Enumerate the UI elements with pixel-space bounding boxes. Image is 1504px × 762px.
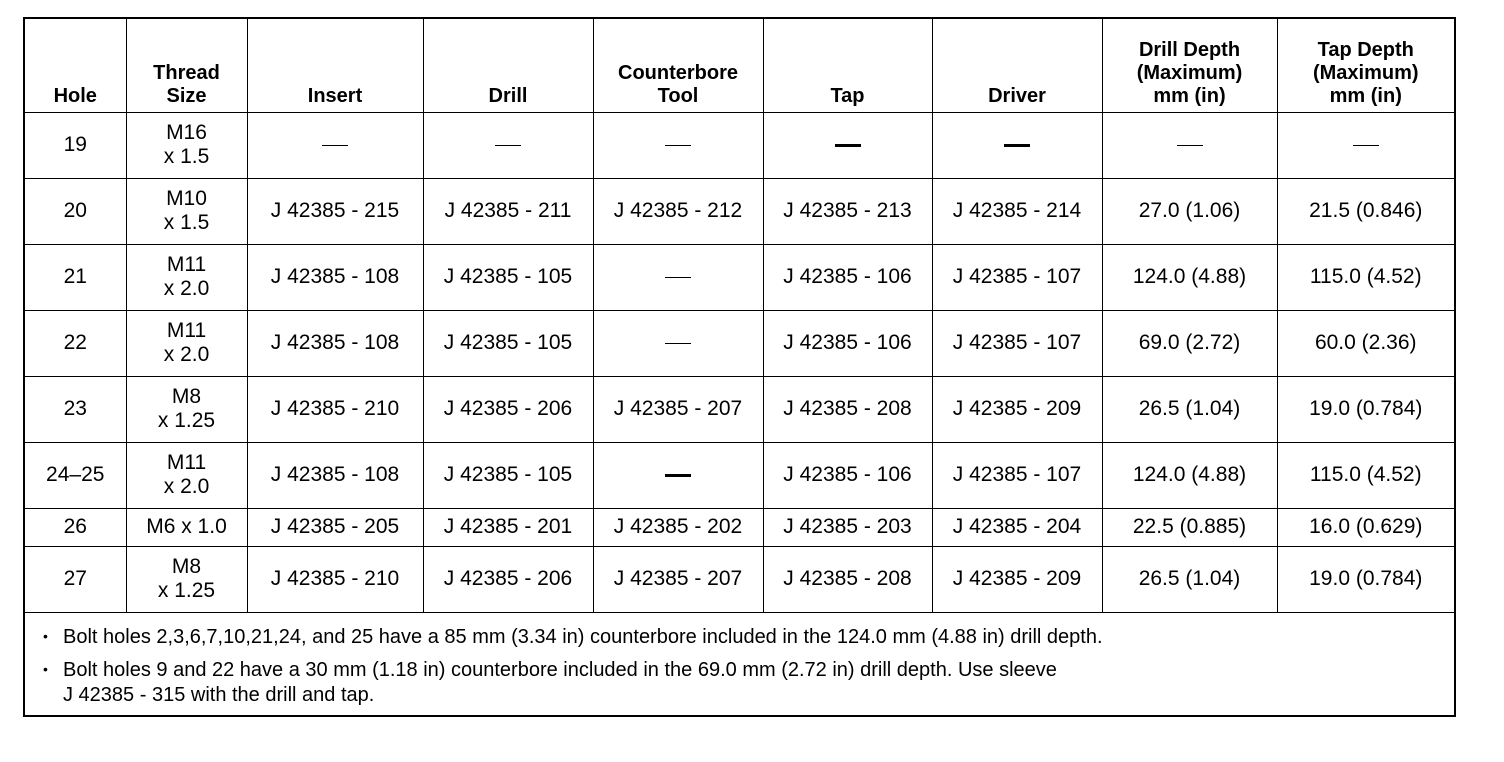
cell-text: J 42385 - 106 — [783, 264, 912, 288]
cell-driver — [932, 310, 1102, 376]
table-row — [25, 310, 1454, 376]
cell-text: J 42385 - 105 — [443, 264, 573, 288]
cell-text: x 2.0 — [163, 475, 210, 498]
cell-text: 124.0 (4.88) — [1132, 462, 1247, 486]
note-item — [39, 658, 1440, 708]
cell-counterbore — [593, 442, 763, 508]
cell-text: J 42385 - 208 — [783, 396, 912, 420]
cell-tap-depth — [1277, 178, 1454, 244]
cell-insert — [247, 508, 423, 546]
cell-drill-depth — [1102, 508, 1277, 546]
header-row — [25, 19, 1454, 112]
cell-text: J 42385 - 108 — [270, 330, 400, 354]
cell-text: J 42385 - 208 — [783, 566, 912, 590]
cell-text: J 42385 - 206 — [443, 396, 573, 420]
cell-tap — [763, 546, 932, 612]
column-header-label: Insert — [307, 84, 363, 107]
em-dash — [665, 474, 691, 477]
cell-tap-depth — [1277, 112, 1454, 178]
cell-tap-depth — [1277, 442, 1454, 508]
cell-text: J 42385 - 206 — [443, 566, 573, 590]
cell-text: J 42385 - 214 — [952, 198, 1082, 222]
cell-counterbore — [593, 508, 763, 546]
cell-text: J 42385 - 108 — [270, 462, 400, 486]
cell-tap-depth — [1277, 508, 1454, 546]
cell-text: J 42385 - 107 — [952, 462, 1082, 486]
cell-text: M8 — [171, 384, 202, 408]
cell-text: 124.0 (4.88) — [1132, 264, 1247, 288]
cell-thread — [126, 442, 247, 508]
cell-thread — [126, 376, 247, 442]
table-body — [25, 112, 1454, 612]
cell-driver — [932, 376, 1102, 442]
column-header-label: Drill Depth — [1138, 38, 1241, 61]
cell-thread — [126, 244, 247, 310]
cell-text: J 42385 - 204 — [952, 514, 1082, 538]
cell-tap — [763, 508, 932, 546]
cell-text: x 2.0 — [163, 343, 210, 366]
cell-insert — [247, 442, 423, 508]
column-header-counterbore — [593, 19, 763, 112]
cell-tap-depth — [1277, 310, 1454, 376]
column-header-label: mm (in) — [1153, 84, 1226, 107]
cell-insert — [247, 244, 423, 310]
cell-thread — [126, 310, 247, 376]
cell-text: M11 — [166, 252, 207, 276]
cell-text: J 42385 - 205 — [270, 514, 400, 538]
cell-text: J 42385 - 106 — [783, 462, 912, 486]
cell-tap — [763, 442, 932, 508]
cell-text: J 42385 - 212 — [613, 198, 743, 222]
cell-hole — [25, 310, 126, 376]
column-header-label: mm (in) — [1329, 84, 1402, 107]
em-dash — [835, 144, 861, 147]
cell-insert — [247, 112, 423, 178]
column-header-label: Thread — [153, 61, 220, 84]
cell-text: 27 — [63, 566, 87, 590]
cell-hole — [25, 442, 126, 508]
cell-text: 26 — [63, 514, 87, 538]
table-row — [25, 244, 1454, 310]
em-dash — [665, 343, 691, 344]
cell-text: 22.5 (0.885) — [1132, 514, 1247, 538]
cell-counterbore — [593, 310, 763, 376]
em-dash — [495, 145, 521, 146]
cell-tap — [763, 310, 932, 376]
cell-text: J 42385 - 209 — [952, 566, 1082, 590]
column-header-thread — [126, 19, 247, 112]
cell-drill-depth — [1102, 178, 1277, 244]
cell-text: x 1.5 — [163, 211, 210, 234]
cell-insert — [247, 310, 423, 376]
cell-text: 21.5 (0.846) — [1309, 198, 1423, 222]
em-dash — [322, 145, 348, 146]
cell-tap — [763, 112, 932, 178]
column-header-label: Driver — [988, 84, 1046, 107]
cell-text: 19.0 (0.784) — [1309, 566, 1423, 590]
cell-text: J 42385 - 106 — [783, 330, 912, 354]
cell-driver — [932, 508, 1102, 546]
cell-text: M8 — [171, 554, 202, 578]
column-header-label: Tap — [830, 84, 865, 107]
column-header-label: Hole — [53, 84, 97, 107]
cell-text: J 42385 - 215 — [270, 198, 400, 222]
cell-text: J 42385 - 105 — [443, 462, 573, 486]
em-dash — [1177, 145, 1203, 146]
table-row — [25, 508, 1454, 546]
note-item — [39, 625, 1440, 650]
cell-tap-depth — [1277, 376, 1454, 442]
cell-text: M11 — [166, 450, 207, 474]
em-dash — [1004, 144, 1030, 147]
cell-insert — [247, 178, 423, 244]
cell-text: 19.0 (0.784) — [1309, 396, 1423, 420]
cell-thread — [126, 508, 247, 546]
cell-text: 27.0 (1.06) — [1138, 198, 1241, 222]
cell-counterbore — [593, 376, 763, 442]
cell-counterbore — [593, 546, 763, 612]
cell-drill-depth — [1102, 546, 1277, 612]
column-header-label: Size — [166, 84, 207, 107]
column-header-tap-depth — [1277, 19, 1454, 112]
cell-text: 21 — [63, 264, 87, 288]
cell-drill-depth — [1102, 244, 1277, 310]
cell-text: J 42385 - 210 — [270, 396, 400, 420]
cell-text: J 42385 - 210 — [270, 566, 400, 590]
cell-text: x 1.25 — [157, 579, 216, 602]
cell-text: x 1.25 — [157, 409, 216, 432]
tool-table-container — [23, 17, 1456, 717]
cell-text: 60.0 (2.36) — [1314, 330, 1417, 354]
cell-text: 23 — [63, 396, 87, 420]
cell-drill-depth — [1102, 442, 1277, 508]
cell-text: 22 — [63, 330, 87, 354]
cell-thread — [126, 112, 247, 178]
table-row — [25, 376, 1454, 442]
tool-table — [25, 19, 1454, 613]
cell-tap-depth — [1277, 546, 1454, 612]
column-header-drill — [423, 19, 593, 112]
cell-text: 19 — [63, 132, 87, 156]
cell-driver — [932, 442, 1102, 508]
cell-text: J 42385 - 201 — [443, 514, 573, 538]
cell-text: 69.0 (2.72) — [1138, 330, 1241, 354]
column-header-label: (Maximum) — [1312, 61, 1419, 84]
cell-hole — [25, 244, 126, 310]
cell-drill-depth — [1102, 310, 1277, 376]
cell-counterbore — [593, 112, 763, 178]
cell-text: J 42385 - 202 — [613, 514, 743, 538]
cell-counterbore — [593, 178, 763, 244]
em-dash — [1353, 145, 1379, 146]
cell-insert — [247, 546, 423, 612]
cell-drill-depth — [1102, 112, 1277, 178]
table-row — [25, 112, 1454, 178]
column-header-drill-depth — [1102, 19, 1277, 112]
cell-drill — [423, 376, 593, 442]
cell-text: J 42385 - 107 — [952, 264, 1082, 288]
column-header-label: Tap Depth — [1317, 38, 1414, 61]
cell-drill — [423, 508, 593, 546]
table-row — [25, 546, 1454, 612]
column-header-insert — [247, 19, 423, 112]
cell-counterbore — [593, 244, 763, 310]
column-header-driver — [932, 19, 1102, 112]
cell-driver — [932, 546, 1102, 612]
column-header-label: Counterbore — [618, 61, 738, 84]
cell-tap — [763, 376, 932, 442]
column-header-hole — [25, 19, 126, 112]
column-header-tap — [763, 19, 932, 112]
cell-drill — [423, 178, 593, 244]
column-header-label: Drill — [488, 84, 528, 107]
cell-thread — [126, 178, 247, 244]
cell-tap — [763, 244, 932, 310]
bullet-icon: • — [43, 627, 48, 644]
em-dash — [665, 145, 691, 146]
cell-drill — [423, 112, 593, 178]
cell-text: J 42385 - 211 — [444, 198, 572, 222]
cell-hole — [25, 112, 126, 178]
cell-driver — [932, 178, 1102, 244]
cell-text: 20 — [63, 198, 87, 222]
column-header-label: (Maximum) — [1136, 61, 1243, 84]
table-notes — [25, 613, 1454, 722]
table-row — [25, 178, 1454, 244]
cell-text: J 42385 - 213 — [783, 198, 912, 222]
cell-drill — [423, 310, 593, 376]
note-text — [63, 625, 1440, 650]
cell-tap — [763, 178, 932, 244]
cell-text: J 42385 - 107 — [952, 330, 1082, 354]
bullet-icon: • — [43, 660, 48, 677]
column-header-label: Tool — [657, 84, 699, 107]
note-line: Bolt holes 9 and 22 have a 30 mm (1.18 in) counterbore included in the 69.0 mm (2.72 in) drill depth. Use sleeve — [63, 658, 1057, 681]
cell-drill — [423, 244, 593, 310]
cell-text: 26.5 (1.04) — [1138, 566, 1241, 590]
cell-text: x 2.0 — [163, 277, 210, 300]
cell-text: J 42385 - 207 — [613, 396, 743, 420]
cell-hole — [25, 178, 126, 244]
cell-text: J 42385 - 203 — [783, 514, 912, 538]
cell-text: J 42385 - 108 — [270, 264, 400, 288]
cell-text: 115.0 (4.52) — [1309, 462, 1422, 486]
cell-hole — [25, 508, 126, 546]
cell-text: x 1.5 — [163, 145, 210, 168]
note-text — [63, 658, 1440, 708]
cell-text: J 42385 - 209 — [952, 396, 1082, 420]
cell-drill — [423, 546, 593, 612]
note-line: J 42385 - 315 with the drill and tap. — [63, 683, 375, 706]
cell-text: M6 x 1.0 — [146, 514, 227, 538]
cell-insert — [247, 376, 423, 442]
cell-hole — [25, 376, 126, 442]
cell-drill-depth — [1102, 376, 1277, 442]
cell-text: 115.0 (4.52) — [1309, 264, 1422, 288]
cell-text: J 42385 - 105 — [443, 330, 573, 354]
cell-text: 16.0 (0.629) — [1309, 514, 1423, 538]
cell-text: 24–25 — [46, 462, 105, 486]
cell-hole — [25, 546, 126, 612]
cell-text: M11 — [166, 318, 207, 342]
em-dash — [665, 277, 691, 278]
cell-text: J 42385 - 207 — [613, 566, 743, 590]
table-row — [25, 442, 1454, 508]
cell-driver — [932, 244, 1102, 310]
cell-driver — [932, 112, 1102, 178]
cell-text: M16 — [166, 120, 207, 144]
cell-tap-depth — [1277, 244, 1454, 310]
note-line: Bolt holes 2,3,6,7,10,21,24, and 25 have a 85 mm (3.34 in) counterbore included in the 124.0 mm (4.88 in) drill depth. — [63, 625, 1103, 648]
cell-text: 26.5 (1.04) — [1138, 396, 1241, 420]
cell-drill — [423, 442, 593, 508]
cell-text: M10 — [166, 186, 207, 210]
cell-thread — [126, 546, 247, 612]
